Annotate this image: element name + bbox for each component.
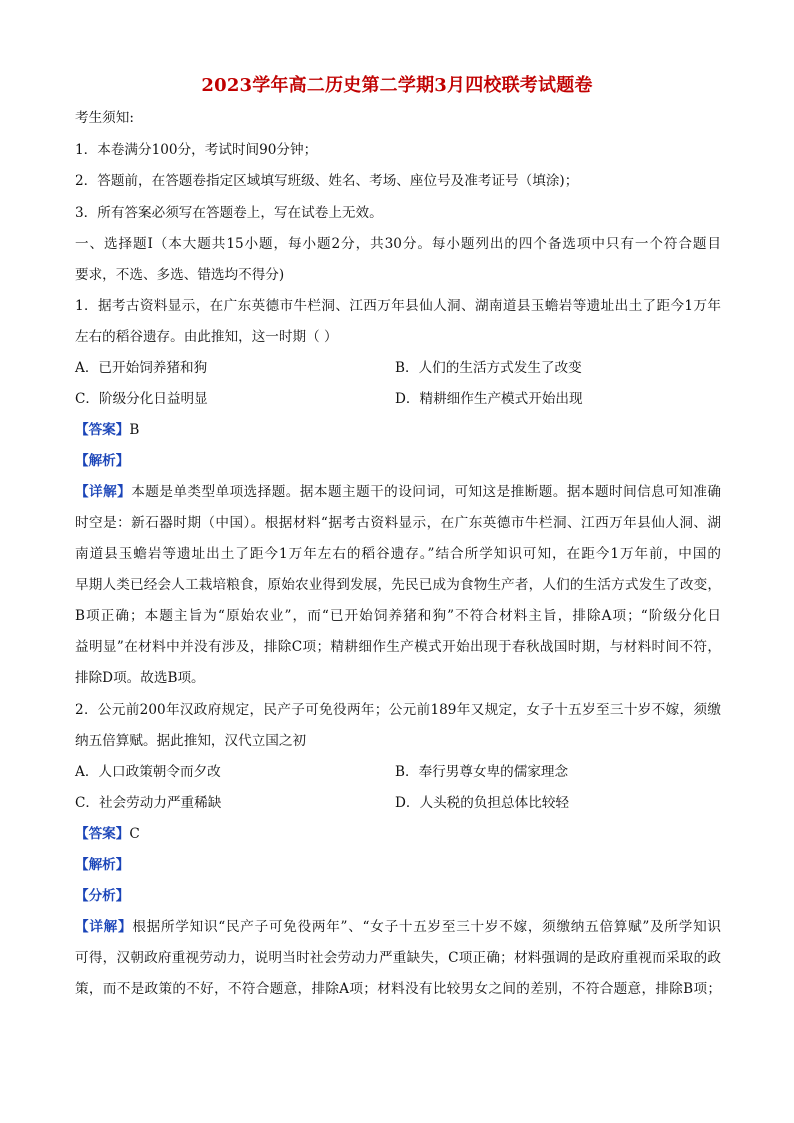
- q2-fenxi: [75, 886, 721, 906]
- notice-heading: 考生须知:: [75, 110, 134, 126]
- section-heading-line1: 一、选择题Ⅰ（本大题共15小题，每小题2分，共30分。每小题列出的四个备选项中只有一个符合题目: [75, 236, 721, 252]
- q2-option-d: D．人头税的负担总体比较轻: [395, 795, 570, 811]
- q2-option-b: B．奉行男尊女卑的儒家理念: [395, 764, 569, 780]
- q1-stem-line2: 左右的稻谷遗存。由此推知，这一时期（ ）: [75, 329, 338, 345]
- q1-option-a: A．已开始饲养猪和狗: [75, 360, 208, 376]
- q1-detail-line7: 排除D项。故选B项。: [75, 670, 205, 686]
- q2-analysis: [75, 855, 721, 875]
- q1-detail-line2: 时空是：新石器时期（中国）。根据材料“据考古资料显示，在广东英德市牛栏洞、江西万年县仙人洞、湖: [75, 515, 721, 531]
- q2-detail-line1: [75, 917, 721, 937]
- detail-tag: 【详解】: [75, 919, 133, 935]
- answer-value: C: [129, 826, 140, 842]
- answer-tag: 【答案】: [75, 422, 130, 438]
- analysis-tag: 【解析】: [75, 857, 130, 873]
- q2-detail-line3: 策，而不是政策的不好，不符合题意，排除A项；材料没有比较男女之间的差别，不符合题意，排除B项；: [75, 981, 721, 997]
- notice-item-3: 3．所有答案必须写在答题卷上，写在试卷上无效。: [75, 205, 383, 221]
- notice-item-2: 2．答题前，在答题卷指定区域填写班级、姓名、考场、座位号及准考证号（填涂)；: [75, 173, 579, 189]
- detail-tag: 【详解】: [75, 484, 132, 500]
- q1-option-c: C．阶级分化日益明显: [75, 391, 208, 407]
- q1-option-d: D．精耕细作生产模式开始出现: [395, 391, 583, 407]
- q1-detail-line1: [75, 482, 721, 502]
- detail-text: 根据所学知识“民产子可免役两年”、“女子十五岁至三十岁不嫁，须缴纳五倍算赋”及所学知识: [132, 919, 721, 935]
- q1-analysis: [75, 451, 721, 471]
- q1-detail-line6: 益明显”在材料中并没有涉及，排除C项；精耕细作生产模式开始出现于春秋战国时期，与材料时间不符，: [75, 639, 721, 655]
- q1-stem-line1: 1．据考古资料显示，在广东英德市牛栏洞、江西万年县仙人洞、湖南道县玉蟾岩等遗址出土了距今1万年: [75, 298, 721, 314]
- q1-option-b: B．人们的生活方式发生了改变: [395, 360, 582, 376]
- q1-detail-line4: 早期人类已经会人工栽培粮食，原始农业得到发展，先民已成为食物生产者，人们的生活方式发生了改变，: [75, 577, 721, 593]
- q2-answer: [75, 824, 721, 844]
- page-title: 2023学年高二历史第二学期3月四校联考试题卷: [201, 75, 593, 96]
- q2-option-c: C．社会劳动力严重稀缺: [75, 795, 222, 811]
- q2-stem-line1: 2．公元前200年汉政府规定，民产子可免役两年；公元前189年又规定，女子十五岁至三十岁不嫁，须缴: [75, 702, 721, 718]
- q2-stem-line2: 纳五倍算赋。据此推知，汉代立国之初: [75, 733, 307, 749]
- q1-detail-line5: B项正确；本题主旨为“原始农业”，而“已开始饲养猪和狗”不符合材料主旨，排除A项；“阶级分化日: [75, 608, 721, 624]
- q2-option-a: A．人口政策朝令而夕改: [75, 764, 221, 780]
- answer-tag: 【答案】: [75, 826, 130, 842]
- detail-text: 本题是单类型单项选择题。据本题主题干的设问词，可知这是推断题。据本题时间信息可知准确: [131, 484, 721, 500]
- answer-value: B: [129, 422, 140, 438]
- q1-answer: [75, 420, 721, 440]
- section-heading-line2: 要求，不选、多选、错选均不得分): [75, 267, 285, 283]
- fenxi-tag: 【分析】: [75, 888, 130, 904]
- q1-detail-line3: 南道县玉蟾岩等遗址出土了距今1万年左右的稻谷遗存。”结合所学知识可知，在距今1万年前，中国的: [75, 546, 721, 562]
- notice-item-1: 1．本卷满分100分，考试时间90分钟；: [75, 142, 318, 158]
- analysis-tag: 【解析】: [75, 453, 130, 469]
- q2-detail-line2: 可得，汉朝政府重视劳动力，说明当时社会劳动力严重缺失，C项正确；材料强调的是政府重视而采取的政: [75, 950, 721, 966]
